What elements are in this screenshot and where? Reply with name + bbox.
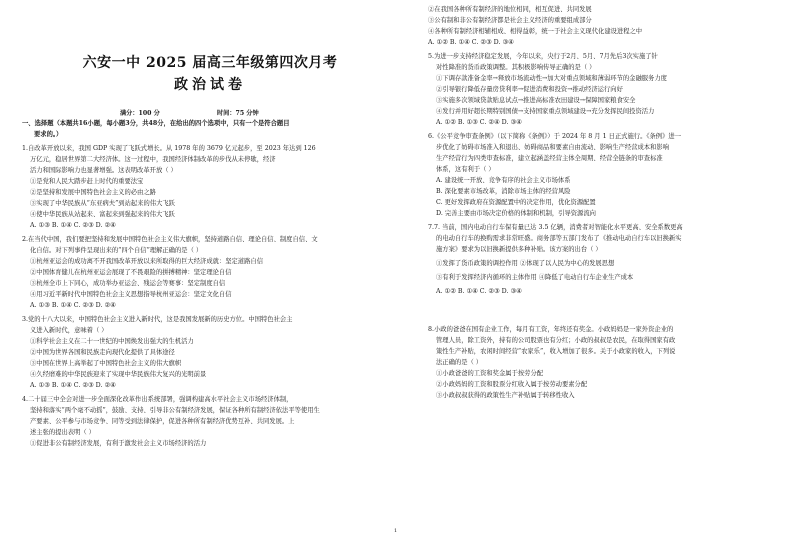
q6-option-a: A. 建设统一开放、竞争有序的社会主义市场体系 (436, 177, 571, 184)
q5-option: ③实施多次领域贷款贴息试点→推进高标准农田建设→保障国家粮食安全 (436, 97, 636, 104)
q7-stem: 7.7. 当前，国内电动自行车保有量已达 3.5 亿辆，消费者对智能化水平更高、安全系数更高 (428, 224, 683, 231)
q4-option: ②在我国各种所有制经济的地位相同，相互促进、共同发展 (428, 6, 592, 13)
q4-choices: A. ①② B. ①④ C. ②③ D. ③④ (428, 39, 514, 46)
q7-choices: A. ①② B. ①④ C. ②③ D. ③④ (436, 288, 522, 295)
q3-option: ①科学社会主义在二十一世纪的中国焕发出强大的生机活力 (30, 338, 194, 345)
q2-option: ②中国体育健儿在杭州亚运会展现了不畏艰险的拼搏精神：坚定理论自信 (30, 269, 232, 276)
q1-stem: 万亿元，稳居世界第二大经济体。这一过程中，我国经济体制改革的步伐从未停歇，经济 (30, 156, 276, 163)
q2-stem: 化自信。对下列事件呈现出来的“四个自信”理解正确的是（ ） (30, 247, 203, 254)
q3-choices: A. ①③ B. ①④ C. ②③ D. ②④ (30, 382, 116, 389)
q4-stem: 述主张的提出表明（ ） (30, 429, 95, 436)
q1-option: ①是党和人民大踏步赶上时代的重要法宝 (30, 178, 144, 185)
q8-stem: 管理人员，除工资外，持有的公司股票也有分红；小政的叔叔是农民，在取得国家有政 (436, 337, 676, 344)
q6-stem: 6.《公平竞争审查条例》（以下简称《条例》）于 2024 年 8 月 1 日正式施行。《条例》进一 (428, 133, 681, 140)
q8-stem: 策性生产补贴，农闲时间经营“农家乐”，收入增加了很多。关于小政家的收入，下列说 (436, 348, 676, 355)
q6-option-d: D. 完善主要由市场决定价格的体制和机制，引导资源流向 (436, 210, 596, 217)
q4-stem: 4.二十届三中全会对进一步全面深化改革作出系统部署，强调构建高水平社会主义市场经济体制， (22, 396, 293, 403)
page-number: 1 (394, 528, 398, 534)
q5-option: ④发行并用好超长期特别国债→支持国家重点领域建设→充分发挥民间投资活力 (436, 108, 655, 115)
q6-option-c: C. 更好发挥政府在资源配置中的决定作用，优化资源配置 (436, 199, 596, 206)
exam-subtitle: 政治试卷 (174, 77, 246, 93)
q5-option: ①下调存款准备金率→释放市场流动性→加大对重点领域和薄弱环节的金融服务力度 (436, 75, 667, 82)
q5-option: ②引导银行降低存量房贷利率→促进消费和投资→推动经济运行向好 (436, 86, 623, 93)
q8-option: ③小政叔叔获得的政策性生产补贴属于转移性收入 (436, 392, 575, 399)
q8-stem: 8.小政的爸爸在国有企业工作，每月有工资，年终还有奖金。小政妈妈是一家外资企业的 (428, 326, 674, 333)
q5-stem: 对性降准的货币政策调整。其积极影响传导正确的是（ ） (436, 64, 596, 71)
q4-stem: 产要素、公平参与市场竞争、同等受到法律保护，促进各种所有制经济优势互补、共同发展。上 (30, 418, 295, 425)
q6-stem: 体系，这有利于（ ） (436, 166, 495, 173)
section-heading: 一、选择题（本题共16小题，每小题3分，共48分，在给出的四个选项中，只有一个是符合题目 (22, 120, 290, 127)
q2-stem: 2.在当代中国，我们要把坚持和发展中国特色社会主义伟大旗帜，坚持道路自信、理论自信、制度自信、文 (22, 236, 318, 243)
q6-stem: 生产经营行为四类审查标准，建立起涵盖经营主体全周期、经营全链条的审查标准 (436, 155, 663, 162)
q4-option: ①促进非公有制经济发展，有利于激发社会主义市场经济的活力 (30, 440, 207, 447)
q5-stem: 5.为进一步支持经济稳定发展，今年以来，央行于2月、5月、7月先后3次实施了针 (428, 53, 658, 60)
q4-option: ③公有制和非公有制经济都是社会主义经济的重要组成部分 (428, 17, 592, 24)
q6-stem: 步优化了妨碍市场准入和退出、妨碍商品和要素自由流动、影响生产经营成本和影响 (436, 144, 669, 151)
q1-option: ④使中华民族从站起来、富起来到强起来的伟大飞跃 (30, 211, 175, 218)
q3-option: ③中国在世界上高举起了中国特色社会主义的伟大旗帜 (30, 360, 182, 367)
q2-option: ③杭州全市上下同心，成功举办亚运会、残运会等赛事：坚定制度自信 (30, 280, 226, 287)
q1-stem: 1.自改革开放以来，我国 GDP 实现了飞跃式增长。从 1978 年的 3679 亿元起步，至 2023 年达到 126 (22, 145, 316, 152)
q1-option: ②是坚持和发展中国特色社会主义的必由之路 (30, 189, 156, 196)
q3-stem: 义进入新时代，意味着（ ） (30, 327, 108, 334)
q3-option: ④久经磨难的中华民族迎来了实现中华民族伟大复兴的光明前景 (30, 371, 207, 378)
q4-stem: 坚持和落实“两个毫不动摇”，鼓励、支持、引导非公有制经济发展，保证各种所有制经济依法平等使用生 (30, 407, 320, 414)
q3-option: ②中国为世界各国和民族走向现代化提供了具体途径 (30, 349, 175, 356)
q1-choices: A. ①③ B. ①④ C. ②③ D. ②④ (30, 222, 116, 229)
q2-option: ④用习近平新时代中国特色社会主义思想指导杭州亚运会：坚定文化自信 (30, 291, 232, 298)
exam-title: 六安一中 2025 届高三年级第四次月考 (82, 55, 338, 71)
q2-option: ①杭州亚运会的成功离不开我国改革开放以来所取得的巨大经济成就：坚定道路自信 (30, 258, 263, 265)
q6-option-b: B. 深化要素市场改革，消除市场主体的经营风险 (436, 188, 571, 195)
section-heading-cont: 要求的。） (34, 131, 63, 138)
q2-choices: A. ①③ B. ①④ C. ②③ D. ②④ (30, 302, 116, 309)
q7-option: ③有利于发挥经济内循环的主体作用 ④降低了电动自行车企业生产成本 (436, 274, 634, 281)
q1-option: ③实现了中华民族从“东亚病夫”到站起来的伟大飞跃 (30, 200, 175, 207)
time-label: 时间：75 分钟 (216, 110, 259, 117)
score-label: 满分：100 分 (120, 110, 160, 117)
q7-stem: 施方案》要求为以旧换新提供多种补贴。该方案的出台（ ） (436, 246, 602, 253)
q7-option: ①发挥了货币政策的调控作用 ②体现了以人民为中心的发展思想 (436, 260, 615, 267)
q3-stem: 3.党的十八大以来，中国特色社会主义进入新时代，这是我国发展新的历史方位。中国特色社会主 (22, 316, 293, 323)
q1-stem: 活力和国际影响力也显著增强。这表明改革开放（ ） (30, 167, 177, 174)
q8-stem: 法正确的是（ ） (436, 359, 483, 366)
exam-meta (120, 108, 350, 117)
q8-option: ②小政妈妈的工资和股票分红收入属于按劳动要素分配 (436, 381, 588, 388)
q4-option: ④各种所有制经济相辅相成、相得益彰，统一于社会主义现代化建设进程之中 (428, 28, 643, 35)
q7-stem: 的电动自行车的换购需求非常旺盛。商务部等五部门发布了《推动电动自行车以旧换新实 (436, 235, 682, 242)
q5-choices: A. ①② B. ①③ C. ②④ D. ③④ (436, 119, 522, 126)
q8-option: ①小政爸爸的工资和奖金属于按劳分配 (436, 370, 544, 377)
